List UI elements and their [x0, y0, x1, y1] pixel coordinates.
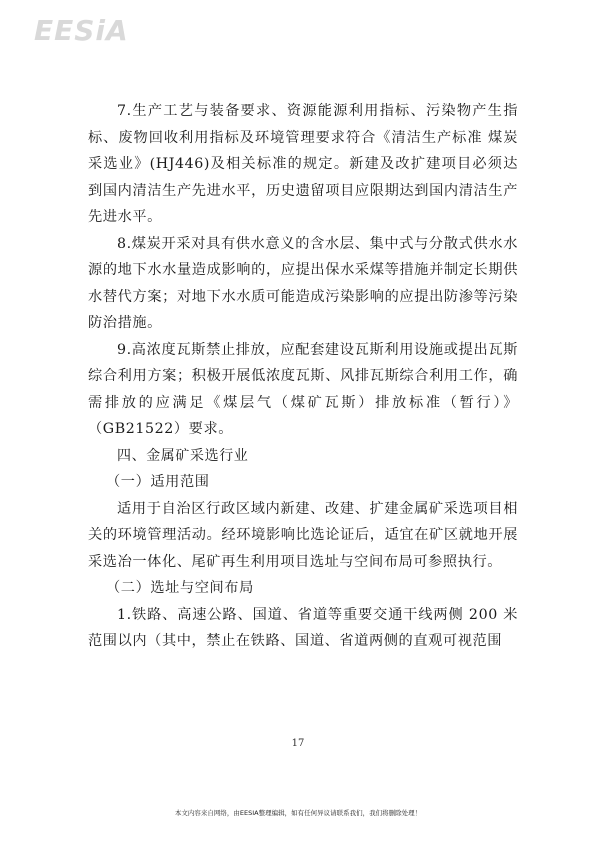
footer-disclaimer: 本文内容来自网络，由EESIA整理编辑，如有任何异议请联系我们，我们将删除处理！: [174, 809, 422, 817]
subheading-scope: （一）适用范围: [106, 474, 210, 490]
paragraph-8: 8.煤炭开采对具有供水意义的含水层、集中式与分散式供水水源的地下水水量造成影响的，应提出保水采煤等措施并制定长期供水替代方案；对地下水水质可能造成污染影响的应提出防渗等污染防治措施。: [88, 235, 518, 331]
paragraph-7: 7.生产工艺与装备要求、资源能源利用指标、污染物产生指标、废物回收利用指标及环境管理要求符合《清洁生产标准 煤炭采选业》(HJ446)及相关标准的规定。新建及改扩建项目必须达到国内清洁生产先进水平，历史遗留项目应限期达到国内清洁生产先进水平。: [88, 103, 518, 225]
paragraph-9: 9.高浓度瓦斯禁止排放，应配套建设瓦斯利用设施或提出瓦斯综合利用方案；积极开展低浓度瓦斯、风排瓦斯综合利用工作，确需排放的应满足《煤层气（煤矿瓦斯）排放标准（暂行）》（GB21522）要求。: [88, 341, 518, 437]
subheading-location: （二）选址与空间布局: [106, 580, 254, 596]
paragraph-scope: 适用于自治区行政区域内新建、改建、扩建金属矿采选项目相关的环境管理活动。经环境影响比选论证后，适宜在矿区就地开展采选冶一体化、尾矿再生利用项目选址与空间布局可参照执行。: [88, 500, 518, 570]
eesia-logo: EESiA: [34, 14, 129, 47]
document-body: [88, 98, 518, 655]
page-number: 17: [291, 738, 305, 749]
section-heading: 四、金属矿采选行业: [117, 447, 249, 464]
paragraph-location: 1.铁路、高速公路、国道、省道等重要交通干线两侧 200 米范围以内（其中，禁止在铁路、国道、省道两侧的直观可视范围: [88, 606, 518, 649]
